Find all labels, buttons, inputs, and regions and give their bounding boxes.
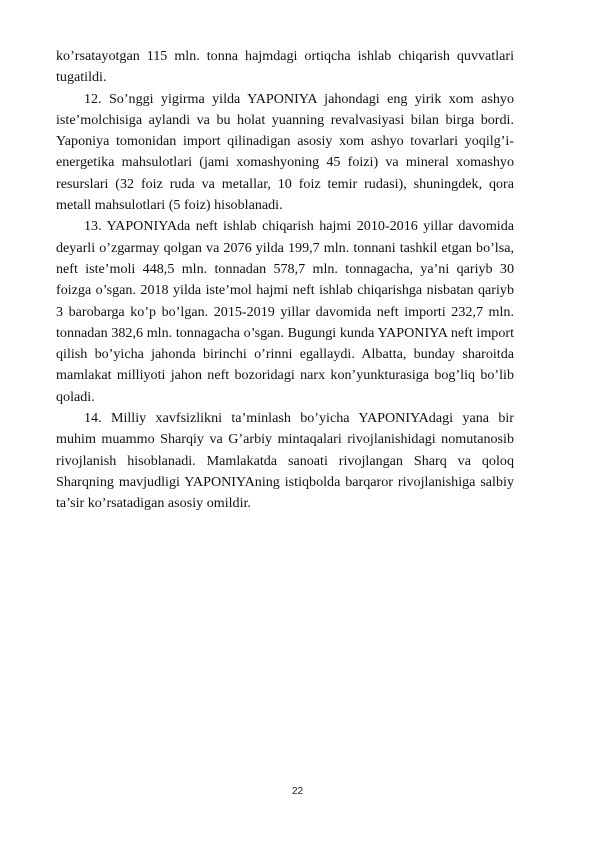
page-number: 22 <box>291 786 304 797</box>
paragraph-13: 13. YAPONIYAda neft ishlab chiqarish hajmi 2010-2016 yillar davomida deyarli o’zgarmay qolgan va 2076 yilda 199,7 mln. tonnani tashkil etgan bo’lsa, neft iste’moli 448,5 mln. tonnadan 578,7 mln. tonnagacha, ya’ni qariyb 30 foizga o’sgan. 2018 yilda iste’mol hajmi neft ishlab chiqarishga nisbatan qariyb 3 barobarga ko’p bo’lgan. 2015-2019 yillar davomida neft importi 232,7 mln. tonnadan 382,6 mln. tonnagacha o’sgan. Bugungi kunda YAPONIYA neft import qilish bo’yicha jahonda birinchi o’rinni egallaydi. Albatta, bunday sharoitda mamlakat milliyoti jahon neft bozoridagi narx kon’yunkturasiga bog’liq bo’lib qoladi. <box>56 218 514 405</box>
paragraph-12: 12. So’nggi yigirma yilda YAPONIYA jahondagi eng yirik xom ashyo iste’molchisiga aylandi va bu holat yuanning revalvasiyasi bilan birga bordi. Yaponiya tomonidan import qilinadigan asosiy xom ashyo tovarlari yoqilg’i-energetika mahsulotlari (jami xomashyoning 45 foizi) va mineral xomashyo resurslari (32 foiz ruda va metallar, 10 foiz temir rudasi), shuningdek, qora metall mahsulotlari (5 foiz) hisoblanadi. <box>56 90 514 214</box>
paragraph-14: 14. Milliy xavfsizlikni ta’minlash bo’yicha YAPONIYAdagi yana bir muhim muammo Sharqiy va G’arbiy mintaqalari rivojlanishidagi nomutanosib rivojlanish hisoblanadi. Mamlakatda sanoati rivojlangan Sharq va qoloq Sharqning mavjudligi YAPONIYAning istiqbolda barqaror rivojlanishiga salbiy ta’sir ko’rsatadigan asosiy omildir. <box>56 410 514 512</box>
paragraph-continuation: ko’rsatayotgan 115 mln. tonna hajmdagi ortiqcha ishlab chiqarish quvvatlari tugatildi. <box>56 48 514 86</box>
page-body <box>56 46 514 515</box>
